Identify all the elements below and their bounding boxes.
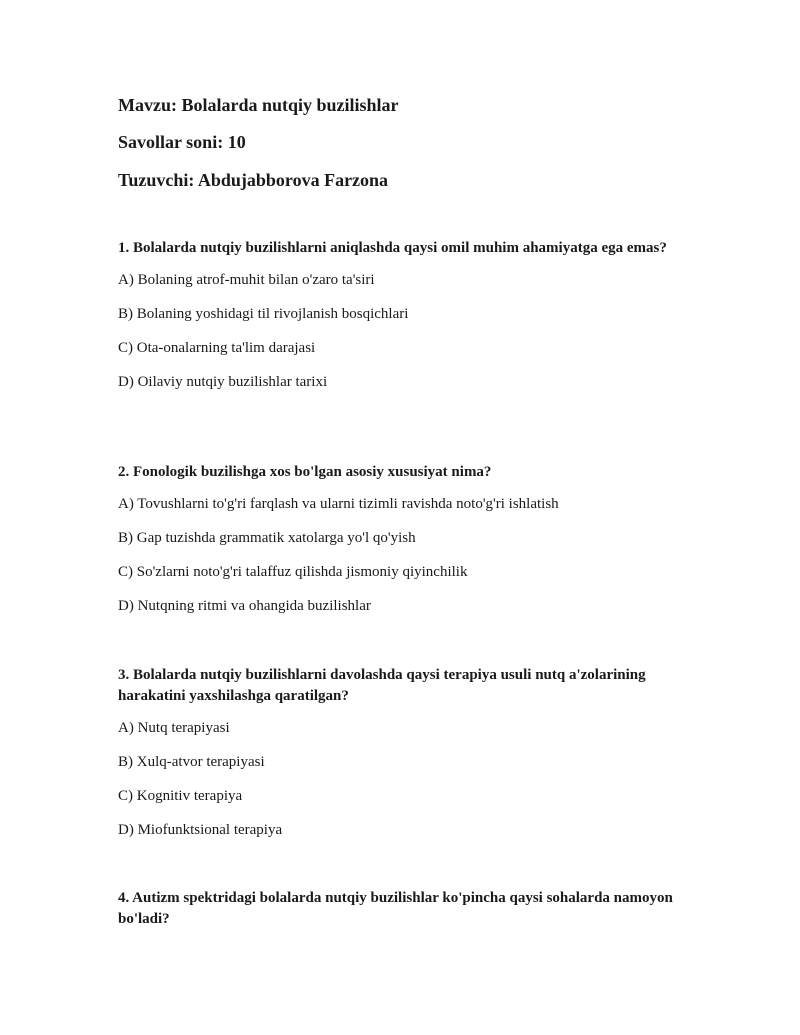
question-count: Savollar soni: 10 xyxy=(118,132,246,152)
answer-option-d: D) Oilaviy nutqiy buzilishlar tarixi xyxy=(118,374,328,390)
answer-option-c: C) So'zlarni noto'g'ri talaffuz qilishda jismoniy qiyinchilik xyxy=(118,564,468,580)
answer-option-d: D) Nutqning ritmi va ohangida buzilishlar xyxy=(118,598,371,614)
answer-option-c: C) Ota-onalarning ta'lim darajasi xyxy=(118,340,316,356)
answer-option-a: A) Bolaning atrof-muhit bilan o'zaro ta'siri xyxy=(118,272,375,288)
question-text: 2. Fonologik buzilishga xos bo'lgan asosiy xususiyat nima? xyxy=(118,464,492,480)
document-topic: Mavzu: Bolalarda nutqiy buzilishlar xyxy=(118,95,399,115)
answer-option-a: A) Tovushlarni to'g'ri farqlash va ularni tizimli ravishda noto'g'ri ishlatish xyxy=(118,496,559,512)
answer-option-a: A) Nutq terapiyasi xyxy=(118,720,230,736)
answer-option-d: D) Miofunktsional terapiya xyxy=(118,822,283,838)
question-4 xyxy=(118,888,688,941)
document-author: Tuzuvchi: Abdujabborova Farzona xyxy=(118,170,389,190)
question-2 xyxy=(118,462,688,630)
answer-option-b: B) Gap tuzishda grammatik xatolarga yo'l qo'yish xyxy=(118,530,416,546)
question-1 xyxy=(118,238,688,406)
answer-option-c: C) Kognitiv terapiya xyxy=(118,788,243,804)
question-text: 4. Autizm spektridagi bolalarda nutqiy buzilishlar ko'pincha qaysi sohalarda namoyon bo'ladi? xyxy=(118,890,673,927)
question-text: 1. Bolalarda nutqiy buzilishlarni aniqlashda qaysi omil muhim ahamiyatga ega emas? xyxy=(118,240,667,256)
answer-option-b: B) Xulq-atvor terapiyasi xyxy=(118,754,265,770)
question-3 xyxy=(118,665,688,854)
question-text: 3. Bolalarda nutqiy buzilishlarni davolashda qaysi terapiya usuli nutq a'zolarining harakatini yaxshilashga qaratilgan? xyxy=(118,667,646,704)
answer-option-b: B) Bolaning yoshidagi til rivojlanish bosqichlari xyxy=(118,306,409,322)
